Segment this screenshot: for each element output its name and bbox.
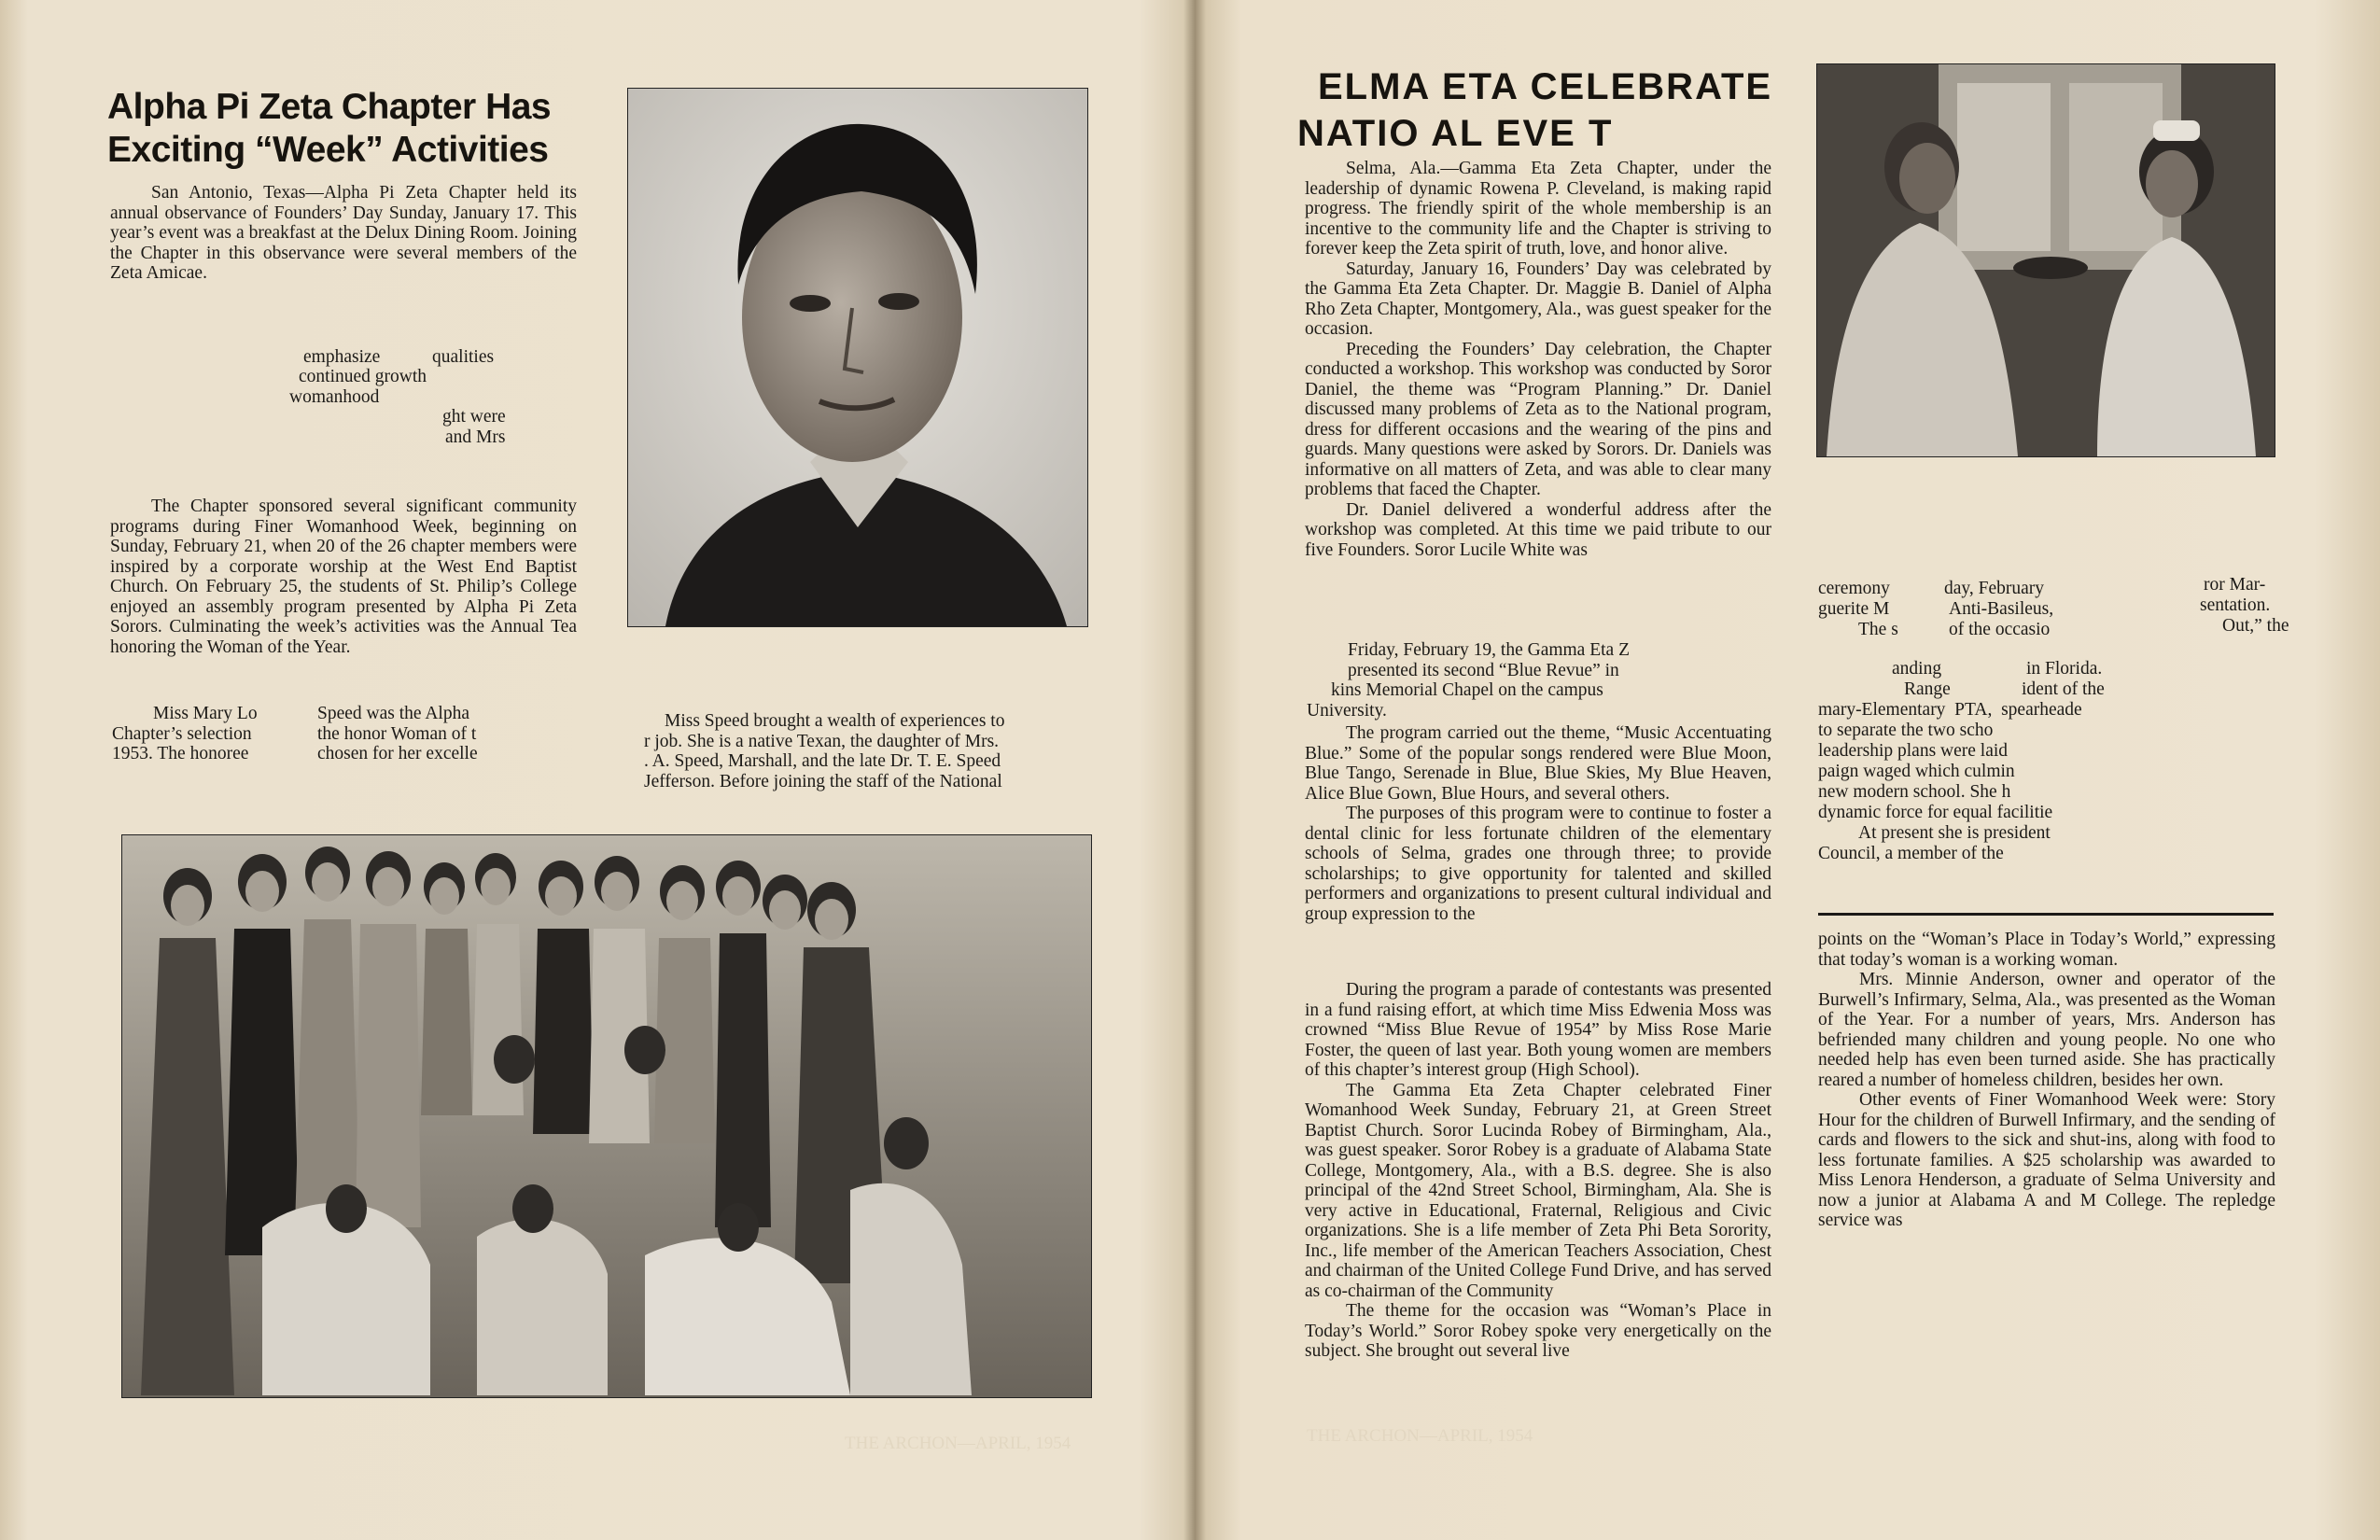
anderson-paragraph: Mrs. Minnie Anderson, owner and operator of the Burwell’s Infirmary, Selma, Ala., was presented as the Woman of the Year. For a number of years, Mrs. Anderson has befriended many children and young people. No one who needed help has even been turned aside. She has practically reared a number of homeless children, besides her own. (1818, 970, 2275, 1090)
address-paragraph: Dr. Daniel delivered a wonderful address after the workshop was completed. At this time we paid tribute to our five Founders. Soror Lucile White was (1305, 499, 1771, 560)
frag-pta: mary-Elementary PTA, spearheade (1818, 700, 2082, 720)
frag-dynamic: dynamic force for equal facilitie (1818, 803, 2053, 822)
column-rule (1818, 913, 2274, 916)
blue-revue-line: kins Memorial Chapel on the campus (1331, 680, 1603, 700)
events-paragraph: Other events of Finer Womanhood Week were: Story Hour for the children of Burwell Infirmary, and the sending of cards and flowers to the sick and shut-ins, along with food to less fortunate families. A $25 scholarship was awarded to Miss Lenora Henderson, a graduate of Selma University and now a junior at Alabama A and M College. The repledge service was (1818, 1090, 2275, 1230)
frag-range: Range (1904, 679, 1951, 699)
fragment-emphasize: emphasize (303, 347, 381, 367)
workshop-paragraph: Preceding the Founders’ Day celebration, the Chapter conducted a workshop. This workshop was conducted by Soror Daniel, the theme was “Program Planning.” Dr. Daniel discussed many problems of Zeta as to the National program, dress for different occasions and the wearing of the pins and guards. Many questions were asked by Sorors. Dr. Daniels was informative on all matters of Zeta, and was able to clear many problems that faced the Chapter. (1305, 339, 1771, 499)
finer-womanhood-paragraph: The Gamma Eta Zeta Chapter celebrated Finer Womanhood Week Sunday, February 21, at Green Street Baptist Church. Soror Lucinda Robey of Birmingham, Ala., was guest speaker. Soror Robey is a graduate of Alabama State College, Montgomery, Ala., with a B.S. degree. She is also principal of the 42nd Street School, Birmingham, Ala. She is very active in Educational, Fraternal, Religious and Civic organizations. She is a life member of Zeta Phi Beta Sorority, Inc., life member of the American Teachers Association, Chest and chairman of the United College Fund Drive, and has served as co-chairman of the Community (1305, 1080, 1771, 1301)
frag-ror-mar: ror Mar- (2204, 575, 2266, 595)
headline-line-1: Alpha Pi Zeta Chapter Has (107, 87, 552, 127)
frag-ident: ident of the (2022, 679, 2105, 699)
selma-paragraph: Selma, Ala.—Gamma Eta Zeta Chapter, under the leadership of dynamic Rowena P. Cleveland, is making rapid progress. The friendly spirit of the whole membership is an incentive to the community life and the Chapter is striving to forever keep the Zeta spirit of truth, love, and honor alive. (1305, 159, 1771, 259)
frag-paign: paign waged which culmin (1818, 762, 2015, 781)
fragment-growth: continued growth (299, 367, 427, 386)
fragment-were: ght were (442, 407, 506, 427)
frag-leadership: leadership plans were laid (1818, 741, 2009, 761)
fragment-mrs: and Mrs (445, 427, 506, 447)
footer-right: THE ARCHON—APRIL, 1954 (1307, 1426, 1533, 1446)
frag-separate: to separate the two scho (1818, 721, 1994, 740)
group-illustration (122, 835, 1091, 1397)
points-paragraph: points on the “Woman’s Place in Today’s World,” expressing that today’s woman is a working woman. (1818, 930, 2275, 970)
headline-line-2: NATIO AL EVE T (1297, 113, 1614, 154)
frag-day-february: day, February (1944, 579, 2045, 598)
bottom-col2 (317, 704, 532, 764)
week-text: The Chapter sponsored several significant community programs during Finer Womanhood Week, beginning on Sunday, February 21, when 20 of the 26 chapter members were inspired by a corporate worship at the West End Baptist Church. On February 25, the students of St. Philip’s College enjoyed an assembly program presented by Alpha Pi Zeta Sorors. Culminating the week’s activities was the Annual Tea honoring the Woman of the Year. (110, 497, 577, 657)
theme-paragraph: The theme for the occasion was “Woman’s Place in Today’s World.” Soror Robey spoke very energetically on the subject. She brought out several live (1305, 1301, 1771, 1361)
headline-line-1: ELMA ETA CELEBRATE (1318, 66, 1773, 107)
right-column-1-bottom (1305, 980, 1771, 1362)
frag-ceremony: ceremony (1818, 579, 1890, 598)
col2-line: chosen for her excelle (317, 744, 478, 763)
founders-day-paragraph: Saturday, January 16, Founders’ Day was celebrated by the Gamma Eta Zeta Chapter. Dr. Maggie B. Daniel of Alpha Rho Zeta Chapter, Montgomery, Ala., was guest speaker for the occasion. (1305, 259, 1771, 339)
frag-anding: anding (1892, 659, 1942, 679)
col1-line: 1953. The honoree (112, 744, 249, 763)
col1-line: Chapter’s selection (112, 723, 252, 744)
speed-line: Jefferson. Before joining the staff of the National (644, 771, 1002, 791)
right-column-1-mid (1305, 723, 1771, 924)
award-illustration (1817, 64, 2275, 456)
article-headline-left (107, 86, 593, 172)
frag-out-the: Out,” the (2222, 616, 2289, 636)
frag-guerite: guerite M (1818, 599, 1890, 619)
col2-line: Speed was the Alpha (317, 704, 470, 723)
footer-left: THE ARCHON—APRIL, 1954 (845, 1434, 1071, 1453)
intro-paragraph (110, 183, 577, 284)
contestants-paragraph: During the program a parade of contestants was presented in a fund raising effort, at which time Miss Edwenia Moss was crowned “Miss Blue Revue of 1954” by Miss Rose Marie Foster, the queen of last year. Both young women are members of this chapter’s interest group (High School). (1305, 980, 1771, 1080)
blue-revue-line: Friday, February 19, the Gamma Eta Z (1348, 640, 1630, 660)
frag-council: Council, a member of the (1818, 844, 2004, 863)
group-photo (121, 834, 1092, 1398)
week-paragraph (110, 497, 577, 657)
headline-line-2: Exciting “Week” Activities (107, 130, 549, 170)
right-column-1-top (1305, 159, 1771, 560)
frag-new-school: new modern school. She h (1818, 782, 2011, 802)
purposes-paragraph: The purposes of this program were to continue to foster a dental clinic for less fortunate children of the elementary schools of Selma, grades one through three; to provide scholarships; to give opportunity for talented and skilled performers and organizations to present cultural individual and group expression to the (1305, 804, 1771, 924)
award-photo (1816, 63, 2275, 457)
right-column-2-body (1818, 930, 2275, 1231)
portrait-illustration (628, 89, 1087, 626)
frag-anti-basileus: Anti-Basileus, (1949, 599, 2054, 619)
frag-sentation: sentation. (2200, 595, 2271, 615)
col2-line: the honor Woman of t (317, 723, 477, 744)
blue-revue-line: presented its second “Blue Revue” in (1348, 660, 1619, 680)
program-paragraph: The program carried out the theme, “Music Accentuating Blue.” Some of the popular songs rendered were Blue Moon, Blue Tango, Serenade in Blue, Blue Skies, My Blue Heaven, Alice Blue Gown, Blue Hours, and several others. (1305, 723, 1771, 804)
frag-occasio: of the occasio (1949, 620, 2051, 639)
right-page (1195, 0, 2380, 1540)
portrait-photo (627, 88, 1088, 627)
frag-the-s: The s (1858, 620, 1898, 639)
blue-revue-line: University. (1307, 700, 1387, 721)
book-gutter (1183, 0, 1206, 1540)
speed-paragraph (644, 711, 1092, 791)
article-headline-right (1297, 63, 1783, 157)
intro-text: San Antonio, Texas—Alpha Pi Zeta Chapter held its annual observance of Founders’ Day Sunday, January 17. This year’s event was a breakfast at the Delux Dining Room. Joining the Chapter in this observance were several members of the Zeta Amicae. (110, 183, 577, 283)
blue-revue-fragment (1307, 640, 1773, 721)
frag-president: At present she is president (1858, 823, 2051, 843)
col1-line: Miss Mary Lo (153, 704, 258, 723)
speed-line: Miss Speed brought a wealth of experiences to (665, 711, 1005, 731)
bottom-col1 (112, 704, 289, 764)
speed-line: r job. She is a native Texan, the daughter of Mrs. (644, 731, 1000, 751)
speed-line: . A. Speed, Marshall, and the late Dr. T. E. Speed (644, 751, 1001, 771)
fragment-qualities: qualities (432, 347, 495, 367)
fragment-womanhood: womanhood (289, 387, 380, 407)
frag-florida: in Florida. (2026, 659, 2103, 679)
